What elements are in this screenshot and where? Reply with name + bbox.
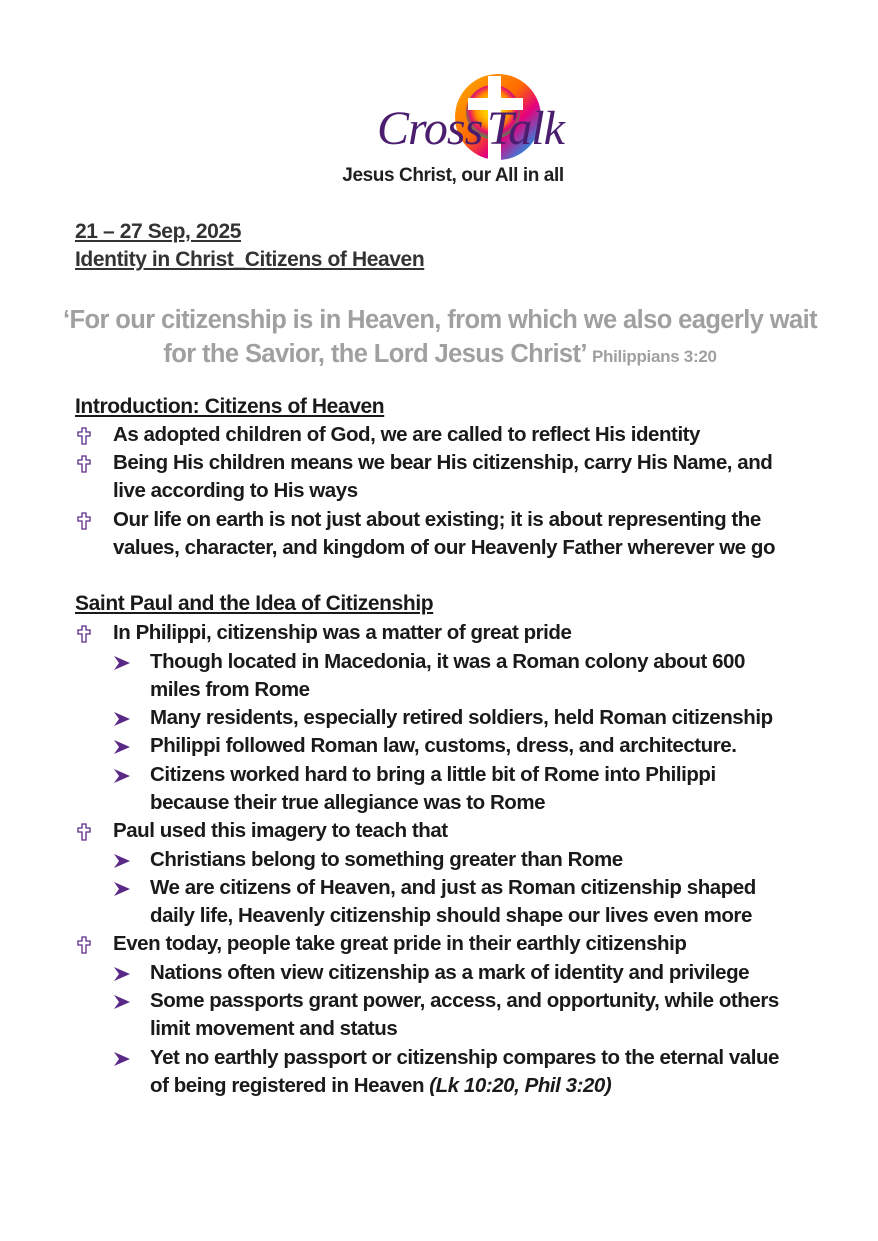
intro-item: Our life on earth is not just about existing; it is about representing the values, character, and kingdom of our Heavenly Father wherever we go — [113, 508, 776, 560]
arrowhead-icon — [113, 739, 131, 755]
paul-subpoint: We are citizens of Heaven, and just as Roman citizenship shaped daily life, Heavenly citizenship should shape our lives even more — [150, 876, 756, 928]
intro-heading: Introduction: Citizens of Heaven — [75, 395, 385, 418]
paul-subpoint: Citizens worked hard to bring a little bit of Rome into Philippi because their true allegiance was to Rome — [150, 763, 716, 815]
arrowhead-icon — [113, 655, 131, 671]
scripture-verse — [60, 303, 820, 374]
page-title: Identity in Christ_Citizens of Heaven — [75, 248, 425, 271]
paul-heading: Saint Paul and the Idea of Citizenship — [75, 592, 434, 615]
paul-subpoint: Nations often view citizenship as a mark of identity and privilege — [150, 961, 750, 984]
cross-icon — [75, 427, 93, 445]
arrowhead-icon — [113, 966, 131, 982]
crosstalk-logo — [375, 72, 580, 168]
verse-text: ‘For our citizenship is in Heaven, from which we also eagerly wait for the Savior, the Lord Jesus Christ’ — [63, 306, 817, 368]
cross-icon — [75, 936, 93, 954]
paul-point: Even today, people take great pride in their earthly citizenship — [113, 932, 687, 955]
subpoint-text: Yet no earthly passport or citizenship compares to the eternal value of being registered in Heaven — [150, 1046, 780, 1098]
paul-subpoint: Christians belong to something greater than Rome — [150, 848, 623, 871]
arrowhead-icon — [113, 994, 131, 1010]
paul-subpoint: Though located in Macedonia, it was a Roman colony about 600 miles from Rome — [150, 650, 745, 702]
arrowhead-icon — [113, 711, 131, 727]
cross-icon — [75, 455, 93, 473]
tagline: Jesus Christ, our All in all — [342, 165, 564, 186]
verse-reference: Philippians 3:20 — [592, 347, 717, 366]
arrowhead-icon — [113, 768, 131, 784]
paul-subpoint: Many residents, especially retired soldiers, held Roman citizenship — [150, 706, 773, 729]
arrowhead-icon — [113, 881, 131, 897]
cross-icon — [75, 625, 93, 643]
arrowhead-icon — [113, 853, 131, 869]
cross-icon — [75, 823, 93, 841]
paul-subpoint: Some passports grant power, access, and opportunity, while others limit movement and status — [150, 989, 779, 1041]
intro-item: Being His children means we bear His citizenship, carry His Name, and live according to His ways — [113, 451, 773, 503]
svg-text:Talk: Talk — [487, 102, 564, 155]
paul-point: Paul used this imagery to teach that — [113, 819, 448, 842]
paul-point: In Philippi, citizenship was a matter of great pride — [113, 621, 572, 644]
paul-subpoint — [150, 1044, 790, 1101]
svg-text:Cross: Cross — [377, 102, 483, 155]
arrowhead-icon — [113, 1051, 131, 1067]
cross-icon — [75, 512, 93, 530]
scripture-citation: (Lk 10:20, Phil 3:20) — [429, 1074, 612, 1098]
intro-item: As adopted children of God, we are called to reflect His identity — [113, 423, 701, 446]
date-range: 21 – 27 Sep, 2025 — [75, 220, 241, 243]
paul-subpoint: Philippi followed Roman law, customs, dress, and architecture. — [150, 734, 737, 757]
